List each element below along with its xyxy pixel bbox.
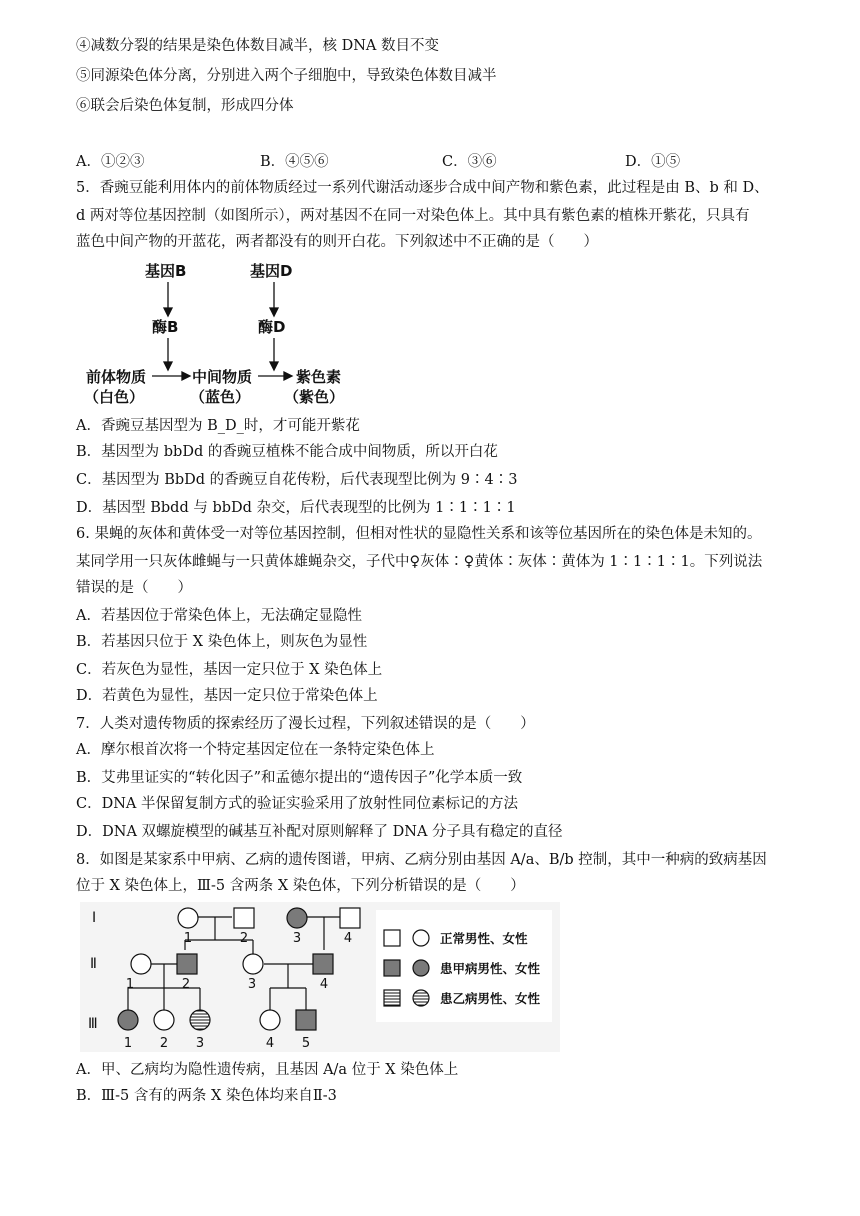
pedigree-chart [80,902,560,1052]
q5-option-d: D．基因型 Bbdd 与 bbDd 杂交，后代表现型的比例为 1∶1∶1∶1 [76,500,516,516]
q4-options [76,150,796,170]
arrowhead [284,372,292,380]
iii-1-female-disease-a [118,1010,138,1030]
ii-3-number: 3 [247,977,257,992]
legend-disease-b-male-icon [384,990,400,1006]
intermediate-color: （蓝色） [190,388,251,406]
q5-stem-3: 蓝色中间产物的开蓝花，两者都没有的则开白花。下列叙述中不正确的是（ ） [76,234,598,250]
q5-option-a: A．香豌豆基因型为 B_D_时，才可能开紫花 [76,418,360,434]
i-2-number: 2 [239,931,249,946]
i-1-number: 1 [183,931,193,946]
iii-5-male-disease-a [296,1010,316,1030]
q4-option-b: B．④⑤⑥ [260,154,329,170]
i-3-number: 3 [292,931,302,946]
q4-option-a: A．①②③ [76,154,145,170]
legend-disease-a-female-icon [413,960,429,976]
ii-2-number: 2 [181,977,191,992]
q7-option-c: C．DNA 半保留复制方式的验证实验采用了放射性同位素标记的方法 [76,796,518,812]
q7-option-d: D．DNA 双螺旋模型的碱基互补配对原则解释了 DNA 分子具有稳定的直径 [76,824,563,840]
generation-iii-label: Ⅲ [88,1016,98,1032]
q4-item4: ④减数分裂的结果是染色体数目减半，核 DNA 数目不变 [76,38,440,54]
iii-4-female-normal [260,1010,280,1030]
q5-option-b: B．基因型为 bbDd 的香豌豆植株不能合成中间物质，所以开白花 [76,444,498,460]
q4-item5: ⑤同源染色体分离，分别进入两个子细胞中，导致染色体数目减半 [76,68,497,84]
q5-stem-2: d 两对等位基因控制（如图所示），两对基因不在同一对染色体上。其中具有紫色素的植株开紫花，只具有 [76,208,750,224]
legend-normal-label: 正常男性、女性 [440,931,528,946]
q5-stem-1: 5．香豌豆能利用体内的前体物质经过一系列代谢活动逐步合成中间产物和紫色素，此过程是由 B、b 和 D、 [76,180,769,196]
legend-disease-a-label: 患甲病男性、女性 [440,961,541,976]
q8-stem-2: 位于 X 染色体上，Ⅲ-5 含两条 X 染色体，下列分析错误的是（ ） [76,878,525,894]
q4-option-d: D．①⑤ [625,154,681,170]
precursor-label: 前体物质 [86,368,147,386]
q7-option-b: B．艾弗里证实的“转化因子”和孟德尔提出的“遗传因子”化学本质一致 [76,770,523,786]
i-4-number: 4 [343,931,353,946]
q6-option-b: B．若基因只位于 X 染色体上，则灰色为显性 [76,634,368,650]
generation-i-label: I [92,910,97,926]
legend-disease-a-male-icon [384,960,400,976]
i-1-female-normal [178,908,198,928]
iii-3-female-disease-b [190,1010,210,1030]
iii-3-number: 3 [195,1036,205,1051]
q6-option-d: D．若黄色为显性，基因一定只位于常染色体上 [76,688,378,704]
q6-option-c: C．若灰色为显性，基因一定只位于 X 染色体上 [76,662,383,678]
i-4-male-normal [340,908,360,928]
purple-pigment-color: （紫色） [284,388,345,406]
q6-option-a: A．若基因位于常染色体上，无法确定显隐性 [76,608,362,624]
i-3-female-disease-a [287,908,307,928]
legend-disease-b-female-icon [413,990,429,1006]
arrowhead [270,308,278,316]
ii-3-female-normal [243,954,263,974]
q4-item6: ⑥联会后染色体复制，形成四分体 [76,98,294,114]
metabolic-pathway-diagram [80,258,380,410]
q6-stem-2: 某同学用一只灰体雌蝇与一只黄体雄蝇杂交，子代中♀灰体∶♀黄体∶灰体∶黄体为 1∶1∶1∶1。下列说法 [76,554,763,570]
q8-option-a: A．甲、乙病均为隐性遗传病，且基因 A/a 位于 X 染色体上 [76,1062,459,1078]
i-2-male-normal [234,908,254,928]
arrowhead [164,308,172,316]
iii-2-female-normal [154,1010,174,1030]
q6-stem-1: 6. 果蝇的灰体和黄体受一对等位基因控制，但相对性状的显隐性关系和该等位基因所在的染色体是未知的。 [76,526,762,542]
generation-ii-label: Ⅱ [90,956,97,972]
q8-option-b: B．Ⅲ-5 含有的两条 X 染色体均来自Ⅱ-3 [76,1088,337,1104]
q7-stem: 7．人类对遗传物质的探索经历了漫长过程，下列叙述错误的是（ ） [76,716,535,732]
ii-2-male-disease-a [177,954,197,974]
enzyme-d-label: 酶D [258,318,286,336]
gene-d-label: 基因D [250,262,293,280]
arrowhead [270,362,278,370]
iii-1-number: 1 [123,1036,133,1051]
ii-4-number: 4 [319,977,329,992]
enzyme-b-label: 酶B [152,318,179,336]
purple-pigment-label: 紫色素 [296,368,342,386]
iii-4-number: 4 [265,1036,275,1051]
gene-b-label: 基因B [145,262,187,280]
legend-disease-b-label: 患乙病男性、女性 [440,991,541,1006]
arrowhead [182,372,190,380]
arrowhead [164,362,172,370]
ii-1-female-normal [131,954,151,974]
q7-option-a: A．摩尔根首次将一个特定基因定位在一条特定染色体上 [76,742,435,758]
q5-option-c: C．基因型为 BbDd 的香豌豆自花传粉，后代表现型比例为 9∶4∶3 [76,472,518,488]
intermediate-label: 中间物质 [192,368,253,386]
iii-5-number: 5 [301,1036,311,1051]
ii-1-number: 1 [125,977,135,992]
q8-stem-1: 8．如图是某家系中甲病、乙病的遗传图谱，甲病、乙病分别由基因 A/a、B/b 控制，其中一种病的致病基因 [76,852,767,868]
q6-stem-3: 错误的是（ ） [76,580,192,596]
legend-normal-male-icon [384,930,400,946]
iii-2-number: 2 [159,1036,169,1051]
ii-4-male-disease-a [313,954,333,974]
q4-option-c: C．③⑥ [442,154,497,170]
legend-normal-female-icon [413,930,429,946]
precursor-color: （白色） [84,388,145,406]
